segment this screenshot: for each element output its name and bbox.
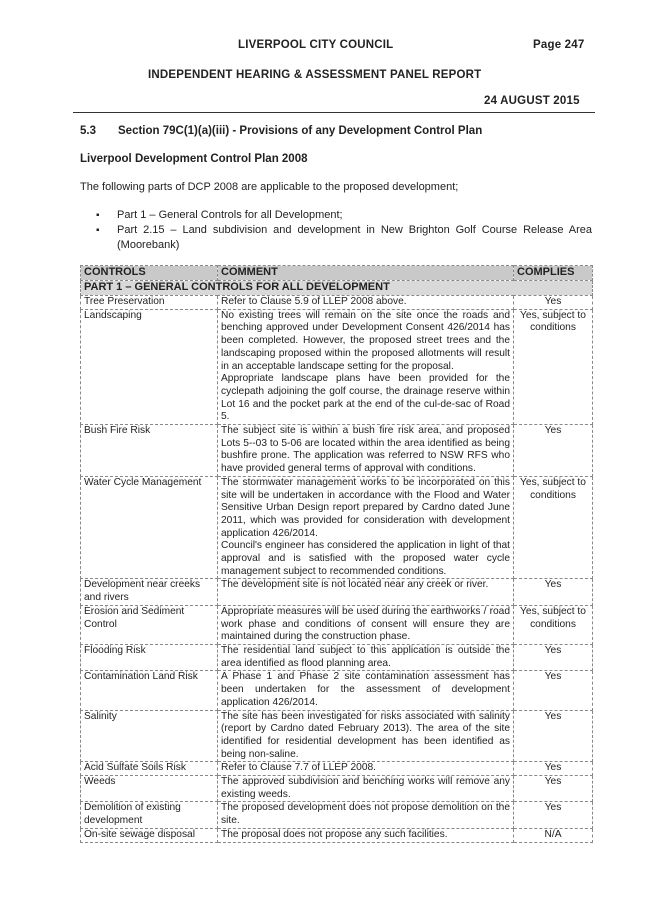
complies-cell: Yes: [514, 296, 593, 310]
comment-cell: [218, 296, 514, 310]
section-number: 5.3: [80, 125, 96, 137]
table-row: [81, 425, 593, 477]
complies-cell: Yes: [514, 579, 593, 605]
comment-paragraph: The development site is not located near any creek or river.: [221, 579, 489, 591]
bullet-item: ▪ Part 2.15 – Land subdivision and development in New Brighton Golf Course Release Area (Moorebank): [96, 224, 592, 251]
table-row: [81, 671, 593, 710]
table-row: [81, 802, 593, 828]
bullet-icon: ▪: [96, 210, 100, 221]
part-title-row: [81, 281, 593, 296]
header-comment: COMMENT: [218, 266, 514, 281]
comment-cell: [218, 579, 514, 605]
table-row: [81, 296, 593, 310]
table-row: [81, 828, 593, 842]
control-cell: Salinity: [81, 710, 218, 762]
bullet-item: ▪ Part 1 – General Controls for all Development;: [96, 209, 343, 221]
comment-paragraph: The proposal does not propose any such facilities.: [221, 828, 448, 840]
comment-cell: [218, 828, 514, 842]
control-cell: Demolition of existing development: [81, 802, 218, 828]
control-cell: Contamination Land Risk: [81, 671, 218, 710]
complies-cell: Yes, subject to conditions: [514, 476, 593, 579]
comment-paragraph: The proposed development does not propose demolition on the site.: [221, 802, 510, 827]
comment-cell: [218, 309, 514, 424]
comment-paragraph: The stormwater management works to be incorporated on this site will be undertaken in accordance with the Flood and Water Sensitive Urban Design report prepared by Cardno dated June 2011, which was provided for consideration with development application 426/2014.: [221, 476, 510, 539]
comment-paragraph: A Phase 1 and Phase 2 site contamination assessment has been undertaken for the assessment of development application 426/2014.: [221, 671, 510, 708]
report-title: INDEPENDENT HEARING & ASSESSMENT PANEL REPORT: [148, 69, 482, 81]
comment-paragraph: Refer to Clause 5.9 of LLEP 2008 above.: [221, 296, 407, 307]
table-row: [81, 710, 593, 762]
control-cell: Water Cycle Management: [81, 476, 218, 579]
comment-paragraph: The subject site is within a bush fire risk area, and proposed Lots 5-‐03 to 5-06 are located within the area identified as being bushfire prone. The application was referred to NSW RFS who have provided general terms of approval with conditions.: [221, 425, 510, 475]
comment-cell: [218, 644, 514, 670]
table-row: [81, 776, 593, 802]
control-cell: Bush Fire Risk: [81, 425, 218, 477]
table-row: [81, 579, 593, 605]
complies-cell: Yes: [514, 802, 593, 828]
section-title: Section 79C(1)(a)(iii) - Provisions of any Development Control Plan: [118, 125, 483, 137]
comment-cell: [218, 762, 514, 776]
complies-cell: Yes: [514, 710, 593, 762]
comment-paragraph: Appropriate measures will be used during the earthworks / road work phase and conditions of consent will ensure they are maintained during the construction phase.: [221, 605, 510, 643]
report-date: 24 AUGUST 2015: [484, 95, 580, 107]
comment-cell: [218, 605, 514, 644]
control-cell: Landscaping: [81, 309, 218, 424]
comment-cell: [218, 802, 514, 828]
comment-paragraph: The site has been investigated for risks associated with salinity (report by Cardno dated February 2013). The area of the site identified for residential development has been identified as being non-saline.: [221, 710, 510, 760]
comment-paragraph: The approved subdivision and benching works will remove any existing weeds.: [221, 776, 510, 800]
subheading: Liverpool Development Control Plan 2008: [80, 153, 308, 165]
complies-cell: Yes: [514, 644, 593, 670]
table-row: [81, 476, 593, 579]
bullet-list: [80, 208, 592, 253]
control-cell: Tree Preservation: [81, 296, 218, 310]
control-cell: Weeds: [81, 776, 218, 802]
comment-paragraph: The residential land subject to this application is outside the area identified as flood planning area.: [221, 644, 510, 669]
complies-cell: Yes: [514, 762, 593, 776]
comment-paragraph: Appropriate landscape plans have been provided for the cyclepath adjoining the golf course, the drainage reserve within Lot 16 and the pocket park at the end of the cul-de-sac of Road 5.: [221, 373, 510, 423]
complies-cell: Yes, subject to conditions: [514, 309, 593, 424]
control-cell: Development near creeks and rivers: [81, 579, 218, 605]
section-heading: [80, 125, 482, 137]
control-cell: Erosion and Sediment Control: [81, 605, 218, 644]
table-row: [81, 605, 593, 644]
control-cell: On-site sewage disposal: [81, 828, 218, 842]
council-name: LIVERPOOL CITY COUNCIL: [238, 39, 394, 51]
page-number: Page 247: [533, 39, 585, 51]
comment-cell: [218, 425, 514, 477]
header-controls: CONTROLS: [81, 266, 218, 281]
table-row: [81, 644, 593, 670]
comment-cell: [218, 776, 514, 802]
comment-cell: [218, 710, 514, 762]
intro-text: The following parts of DCP 2008 are applicable to the proposed development;: [80, 181, 459, 193]
comment-paragraph: No existing trees will remain on the site once the roads and benching approved under Development Consent 426/2014 has been completed. However, the proposed street trees and the landscaping proposed within the proposed allotments will result in an acceptable landscape setting for the proposal.: [221, 309, 510, 372]
complies-cell: Yes, subject to conditions: [514, 605, 593, 644]
header-complies: COMPLIES: [514, 266, 593, 281]
complies-cell: Yes: [514, 425, 593, 477]
table-row: [81, 762, 593, 776]
controls-table: [80, 265, 593, 843]
complies-cell: N/A: [514, 828, 593, 842]
table-header-row: [81, 266, 593, 281]
comment-paragraph: Council's engineer has considered the application in light of that approval and is satisfied with the proposed water cycle management subject to recommended conditions.: [221, 540, 510, 577]
comment-paragraph: Refer to Clause 7.7 of LLEP 2008.: [221, 762, 376, 774]
comment-cell: [218, 476, 514, 579]
part-title: PART 1 – GENERAL CONTROLS FOR ALL DEVELOPMENT: [81, 281, 593, 296]
table-row: [81, 309, 593, 424]
control-cell: Flooding Risk: [81, 644, 218, 670]
complies-cell: Yes: [514, 671, 593, 710]
header-rule: [73, 112, 595, 113]
bullet-icon: ▪: [96, 225, 100, 236]
complies-cell: Yes: [514, 776, 593, 802]
control-cell: Acid Sulfate Soils Risk: [81, 762, 218, 776]
comment-cell: [218, 671, 514, 710]
